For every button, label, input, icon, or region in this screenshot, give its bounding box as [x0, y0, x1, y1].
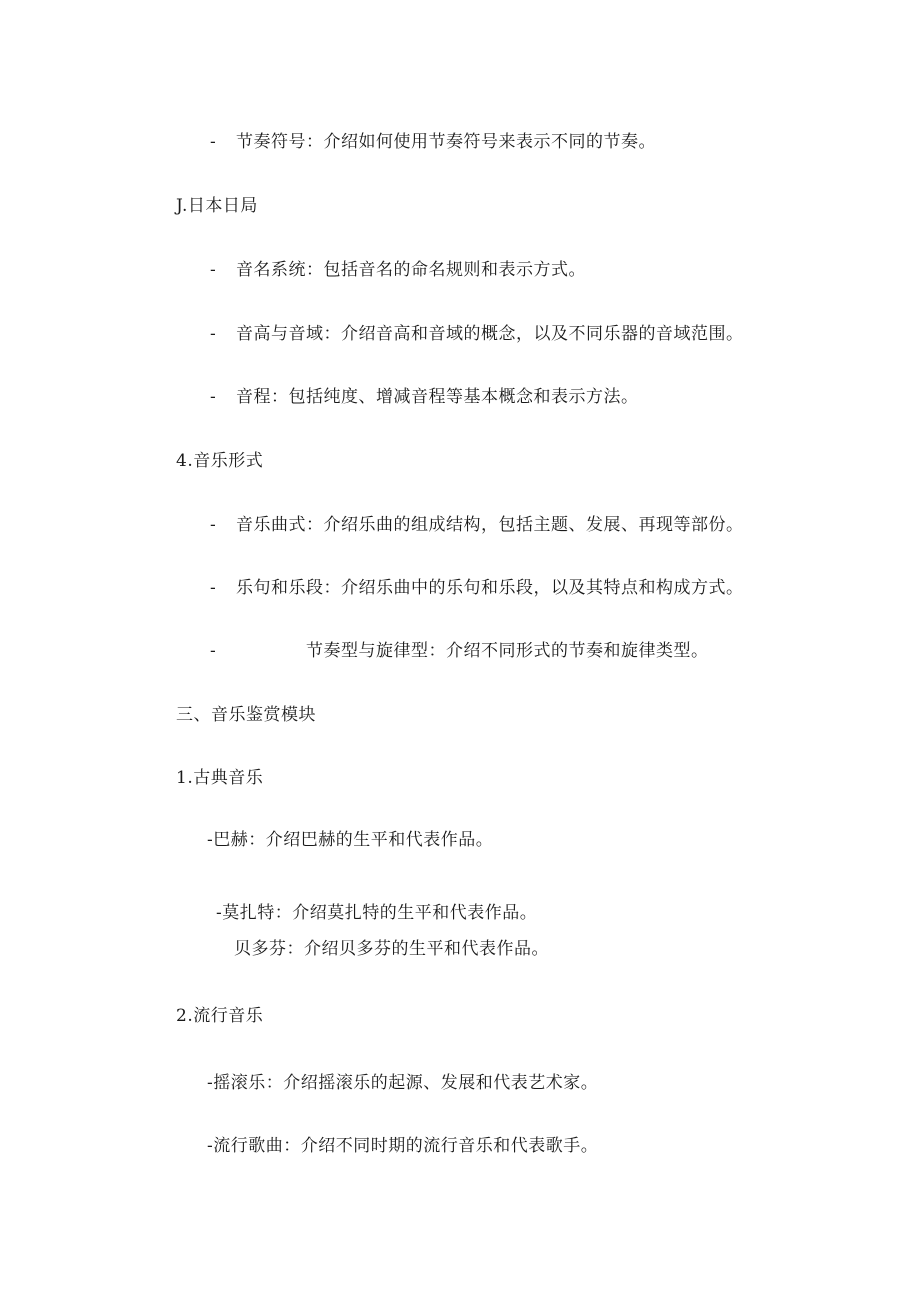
- bullet-dash: -: [210, 578, 217, 598]
- list-item-musical-form: 音乐曲式：介绍乐曲的组成结构，包括主题、发展、再现等部份。: [236, 515, 744, 535]
- bullet-dash: -: [210, 260, 217, 280]
- list-item-beethoven: 贝多芬：介绍贝多芬的生平和代表作品。: [234, 939, 549, 959]
- bullet-dash: -: [210, 132, 217, 152]
- bullet-dash: -: [210, 387, 217, 407]
- list-item-mozart: -莫扎特：介绍莫扎特的生平和代表作品。: [216, 903, 538, 923]
- module-heading: 三、音乐鉴赏模块: [176, 705, 316, 725]
- bullet-dash: -: [210, 324, 217, 344]
- section-heading-4: 4.音乐形式: [176, 451, 264, 471]
- list-item-rock: -摇滚乐：介绍摇滚乐的起源、发展和代表艺术家。: [207, 1073, 599, 1093]
- list-item-pitch-range: 音高与音域：介绍音高和音域的概念，以及不同乐器的音域范围。: [236, 324, 744, 344]
- list-item-pop-songs: -流行歌曲：介绍不同时期的流行音乐和代表歌手。: [207, 1136, 599, 1156]
- section-heading-3: J.日本日局: [176, 196, 258, 216]
- list-item-bach: -巴赫：介绍巴赫的生平和代表作品。: [207, 830, 494, 850]
- list-item-rhythm-symbols: 节奏符号：介绍如何使用节奏符号来表示不同的节奏。: [236, 132, 656, 152]
- list-item-intervals: 音程：包括纯度、增减音程等基本概念和表示方法。: [236, 387, 639, 407]
- list-item-rhythm-melody-types: 节奏型与旋律型：介绍不同形式的节奏和旋律类型。: [306, 641, 709, 661]
- bullet-dash: -: [210, 641, 217, 661]
- bullet-dash: -: [210, 515, 217, 535]
- subsection-heading-pop: 2.流行音乐: [176, 1006, 264, 1026]
- list-item-phrases: 乐句和乐段：介绍乐曲中的乐句和乐段，以及其特点和构成方式。: [236, 578, 744, 598]
- list-item-note-names: 音名系统：包括音名的命名规则和表示方式。: [236, 260, 586, 280]
- subsection-heading-classical: 1.古典音乐: [176, 768, 264, 788]
